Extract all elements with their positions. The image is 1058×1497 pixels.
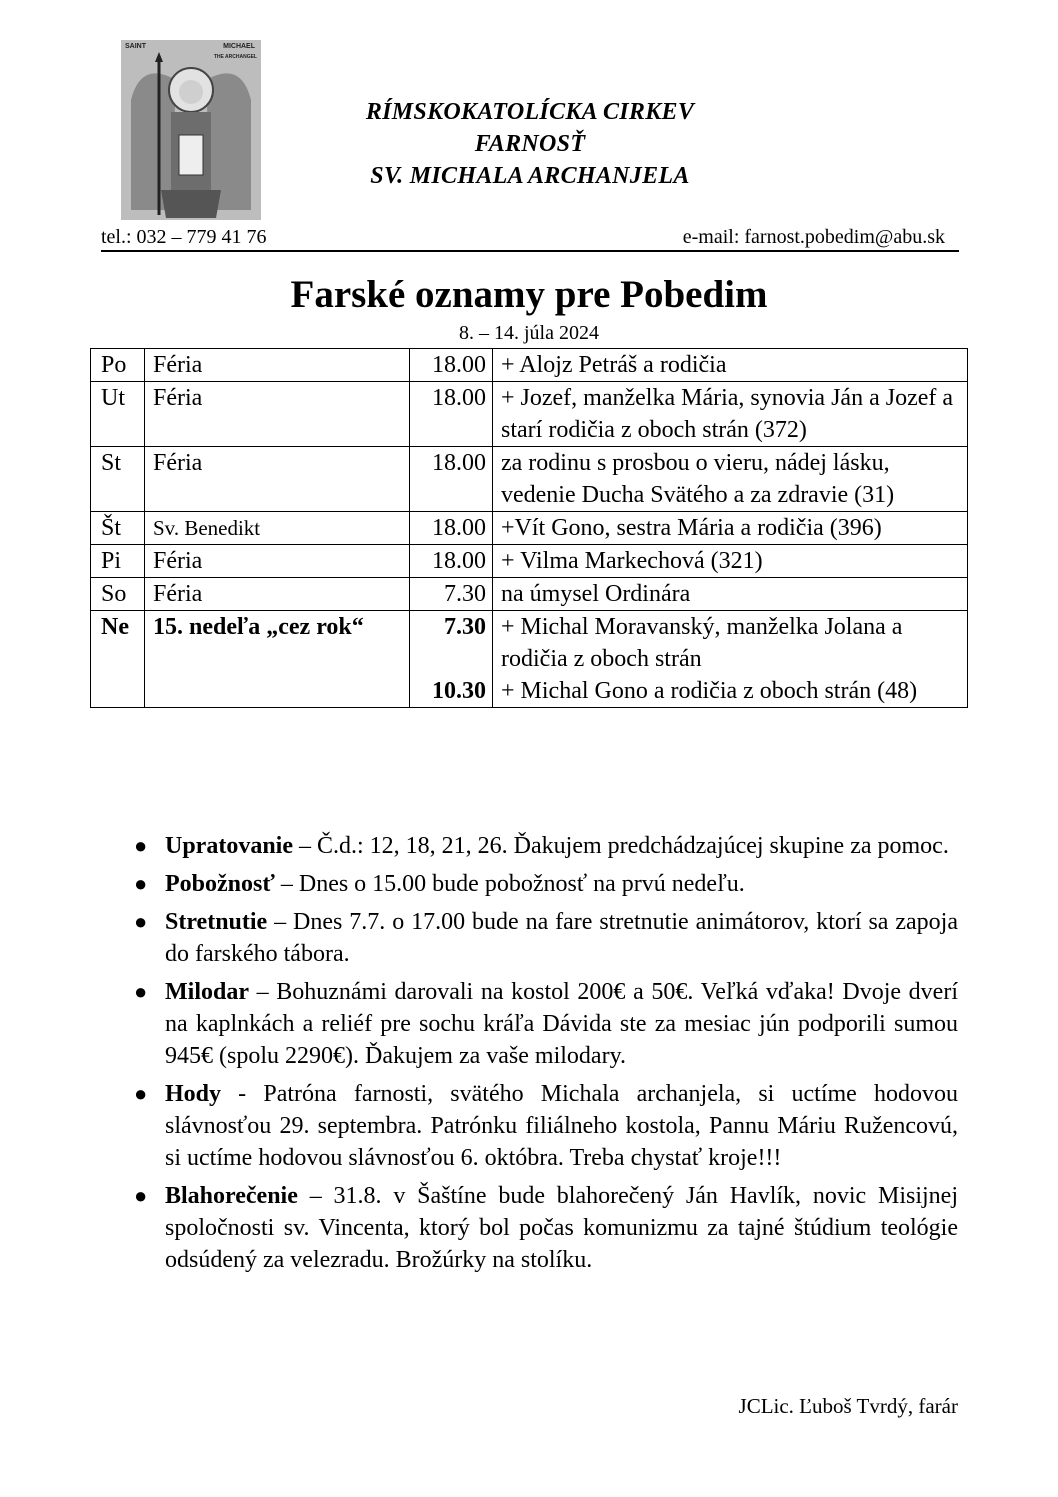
logo-caption-line-2: MICHAEL (223, 43, 255, 50)
schedule-feast: Féria (145, 578, 410, 611)
time-spacer (418, 643, 486, 675)
email-address: e-mail: farnost.pobedim@abu.sk (682, 226, 945, 248)
bullet-icon: ● (134, 909, 148, 934)
note-text: – Č.d.: 12, 18, 21, 26. Ďakujem predchádzajúcej skupine za pomoc. (293, 833, 949, 859)
mass-schedule-table (90, 348, 968, 708)
list-item (120, 906, 958, 970)
schedule-times (410, 611, 493, 708)
schedule-row (91, 578, 968, 611)
list-item (120, 1180, 958, 1276)
schedule-row (91, 512, 968, 545)
note-text: – Dnes 7.7. o 17.00 bude na fare stretnutie animátorov, ktorí sa zapoja do farského tábora. (165, 909, 958, 967)
schedule-row (91, 382, 968, 447)
schedule-time-2: 10.30 (432, 678, 486, 704)
logo-caption-line-1: SAINT (125, 43, 146, 50)
bullet-icon: ● (134, 871, 148, 896)
note-text: - Patróna farnosti, svätého Michala archanjela, si uctíme hodovou slávnosťou 29. septembra. Patrónku filiálneho kostola, Pannu Máriu Ružencovú, si uctíme hodovou slávnosťou 6. októbra. Treba chystať kroje!!! (165, 1081, 958, 1171)
date-range: 8. – 14. júla 2024 (459, 322, 599, 344)
note-label: Pobožnosť (165, 871, 275, 897)
schedule-feast: 15. nedeľa „cez rok“ (145, 611, 410, 708)
archangel-michael-icon (121, 40, 261, 220)
schedule-time: 7.30 (444, 614, 486, 640)
schedule-day: Št (91, 512, 145, 545)
schedule-time: 18.00 (410, 349, 493, 382)
schedule-feast: Féria (145, 545, 410, 578)
schedule-time: 18.00 (410, 545, 493, 578)
header-line-3: SV. MICHALA ARCHANJELA (370, 163, 690, 189)
note-text: – Bohuznámi darovali na kostol 200€ a 50€. Veľká vďaka! Dvoje dverí na kaplnkách a reliéf pre sochu kráľa Dávida ste za mesiac jún podporili sumou 945€ (spolu 2290€). Ďakujem za vaše milodary. (165, 979, 958, 1069)
schedule-day: Pi (91, 545, 145, 578)
schedule-intention: + Vilma Markechová (321) (493, 545, 968, 578)
schedule-row (91, 349, 968, 382)
note-text: – 31.8. v Šaštíne bude blahorečený Ján Havlík, novic Misijnej spoločnosti sv. Vincenta, ktorý bol počas komunizmu za tajné štúdium teológie odsúdený za velezradu. Brožúrky na stolíku. (165, 1183, 958, 1273)
schedule-intention: + Alojz Petráš a rodičia (493, 349, 968, 382)
schedule-time: 7.30 (410, 578, 493, 611)
schedule-intention: + Jozef, manželka Mária, synovia Ján a Jozef a starí rodičia z oboch strán (372) (493, 382, 968, 447)
schedule-row-sunday (91, 611, 968, 708)
schedule-feast: Féria (145, 447, 410, 512)
bullet-icon: ● (134, 1183, 148, 1208)
schedule-feast: Sv. Benedikt (145, 512, 410, 545)
note-label: Milodar (165, 979, 249, 1005)
bullet-icon: ● (134, 1081, 148, 1106)
logo-caption (121, 40, 261, 66)
header-line-2: FARNOSŤ (474, 131, 586, 157)
schedule-time: 18.00 (410, 512, 493, 545)
note-label: Upratovanie (165, 833, 293, 859)
phone-number: tel.: 032 – 779 41 76 (101, 226, 267, 248)
logo-caption-line-3: THE ARCHANGEL (213, 54, 257, 60)
schedule-day: Ut (91, 382, 145, 447)
schedule-day: St (91, 447, 145, 512)
schedule-intention: na úmysel Ordinára (493, 578, 968, 611)
schedule-row (91, 545, 968, 578)
schedule-time: 18.00 (410, 447, 493, 512)
note-text: – Dnes o 15.00 bude pobožnosť na prvú nedeľu. (274, 871, 745, 897)
schedule-intention-2: + Michal Gono a rodičia z oboch strán (48) (501, 678, 918, 704)
parish-logo-icon (121, 40, 261, 220)
schedule-row (91, 447, 968, 512)
note-label: Blahorečenie (165, 1183, 298, 1209)
schedule-time: 18.00 (410, 382, 493, 447)
contact-bar (101, 224, 959, 252)
schedule-intention: +Vít Gono, sestra Mária a rodičia (396) (493, 512, 968, 545)
bullet-icon: ● (134, 833, 148, 858)
schedule-feast: Féria (145, 349, 410, 382)
note-label: Hody (165, 1081, 222, 1107)
list-item (120, 830, 958, 862)
signature: JCLic. Ľuboš Tvrdý, farár (738, 1394, 958, 1418)
announcements-list (120, 830, 958, 1282)
schedule-day: Ne (91, 611, 145, 708)
schedule-intention: za rodinu s prosbou o vieru, nádej lásku, vedenie Ducha Svätého a za zdravie (31) (493, 447, 968, 512)
note-label: Stretnutie (165, 909, 268, 935)
page-title: Farské oznamy pre Pobedim (290, 273, 768, 316)
schedule-feast: Féria (145, 382, 410, 447)
schedule-intentions (493, 611, 968, 708)
schedule-day: So (91, 578, 145, 611)
bullet-icon: ● (134, 979, 148, 1004)
list-item (120, 1078, 958, 1174)
list-item (120, 976, 958, 1072)
schedule-day: Po (91, 349, 145, 382)
list-item (120, 868, 958, 900)
header-line-1: RÍMSKOKATOLÍCKA CIRKEV (365, 99, 695, 125)
schedule-intention: + Michal Moravanský, manželka Jolana a rodičia z oboch strán (501, 614, 903, 672)
parish-header (330, 96, 730, 192)
